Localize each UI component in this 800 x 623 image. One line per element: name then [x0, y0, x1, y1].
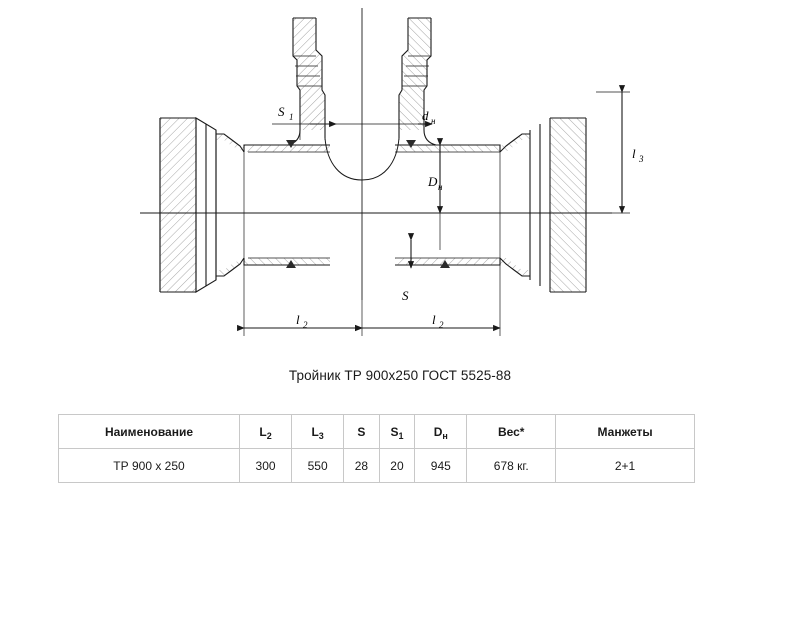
svg-text:l: l [632, 146, 636, 161]
th-weight [467, 415, 556, 449]
label-dn-big [427, 174, 443, 192]
cell-name: ТР 900 х 250 [59, 449, 240, 483]
th-s-text: S [357, 424, 366, 439]
spec-table [58, 414, 695, 483]
cell-s: 28 [344, 449, 380, 483]
th-cuffs [556, 415, 695, 449]
th-name [59, 415, 240, 449]
drawing-caption: Тройник ТР 900х250 ГОСТ 5525-88 [288, 368, 512, 383]
cell-l2: 300 [240, 449, 292, 483]
svg-text:н: н [431, 116, 436, 126]
th-dn [415, 415, 467, 449]
svg-text:3: 3 [639, 154, 644, 164]
centre-lines [140, 8, 612, 336]
th-s1-text: S [390, 424, 399, 439]
label-l2-left [296, 312, 308, 330]
th-l2-sub: 2 [266, 430, 272, 441]
main-body-outline [160, 118, 586, 292]
svg-text:l: l [296, 312, 300, 327]
th-s1-sub: 1 [398, 430, 404, 441]
svg-text:н: н [438, 182, 443, 192]
th-l2-text: L [259, 424, 267, 439]
dimension-l3 [596, 92, 630, 213]
th-cuffs-text: Манжеты [597, 424, 653, 439]
cell-cuffs: 2+1 [556, 449, 695, 483]
th-dn-text: D [433, 424, 443, 439]
svg-text:l: l [432, 312, 436, 327]
svg-text:D: D [428, 174, 438, 189]
svg-text:2: 2 [439, 320, 444, 330]
th-l3 [292, 415, 344, 449]
cell-weight: 678 кг. [467, 449, 556, 483]
spec-table-container [58, 414, 695, 483]
cell-l3: 550 [292, 449, 344, 483]
label-s1 [278, 104, 294, 122]
th-name-text: Наименование [104, 424, 194, 439]
th-dn-sub: н [442, 430, 448, 441]
dimension-text-group [278, 104, 644, 330]
svg-text:S: S [402, 288, 409, 303]
label-l3 [632, 146, 644, 164]
label-l2-right [432, 312, 444, 330]
svg-text:d: d [422, 108, 429, 123]
svg-text:S: S [278, 104, 285, 119]
cell-s1: 20 [379, 449, 415, 483]
th-s [344, 415, 380, 449]
th-s1 [379, 415, 415, 449]
th-l3-sub: 3 [318, 430, 324, 441]
cell-dn: 945 [415, 449, 467, 483]
th-l3-text: L [311, 424, 319, 439]
th-l2 [240, 415, 292, 449]
table-row [59, 449, 695, 483]
table-header-row [59, 415, 695, 449]
th-weight-text: Вес* [497, 424, 525, 439]
label-s [402, 288, 409, 303]
svg-text:1: 1 [289, 112, 294, 122]
svg-text:2: 2 [303, 320, 308, 330]
